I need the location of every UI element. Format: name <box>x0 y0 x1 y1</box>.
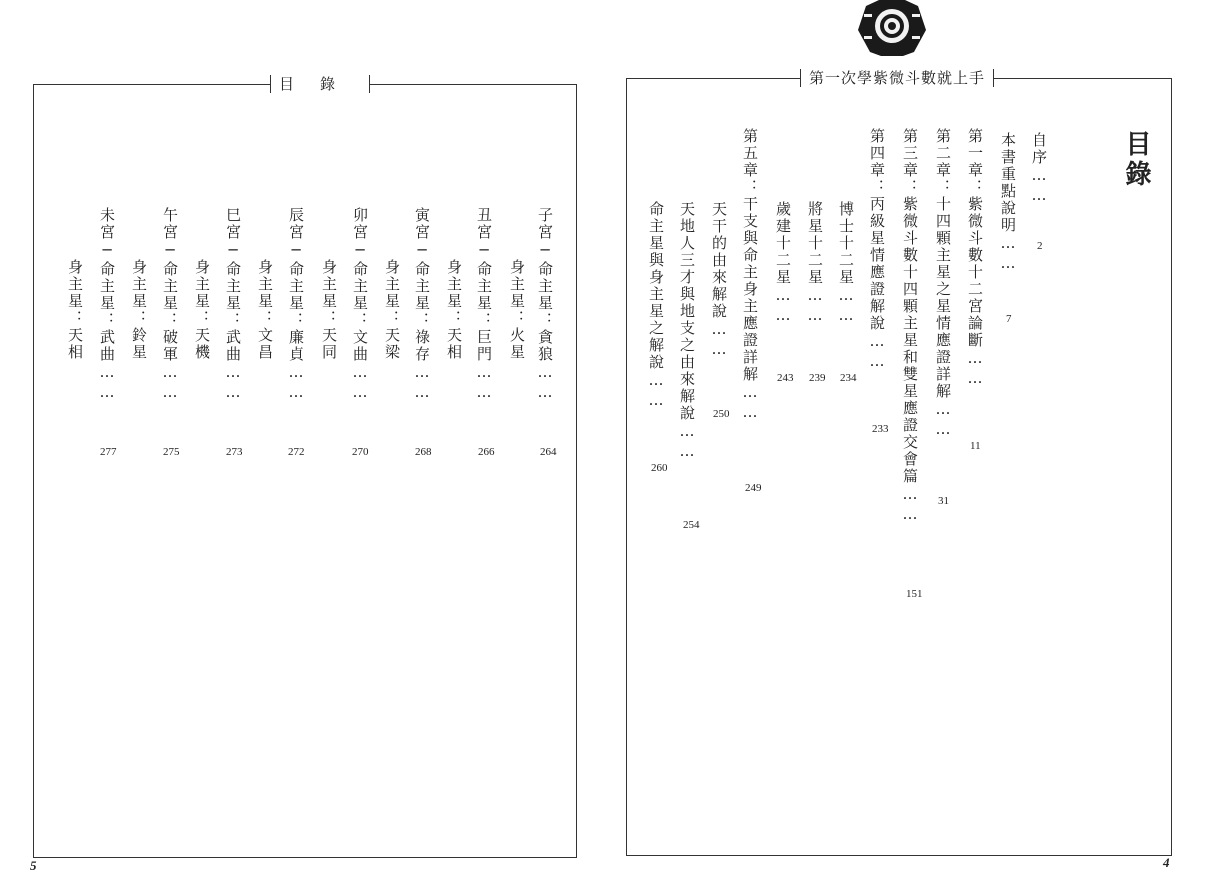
toc-entry: 身主星：文昌 <box>256 259 274 361</box>
toc-page-number: 272 <box>288 446 305 458</box>
toc-page-number: 266 <box>478 446 495 458</box>
left-page-header: 目錄 <box>270 75 370 93</box>
toc-entry: 命主星與身主星之解說…… <box>647 201 665 411</box>
page-title: 目錄 <box>1121 130 1151 190</box>
toc-entry: 博士十二星…… <box>837 201 855 326</box>
toc-page-number: 243 <box>777 372 794 384</box>
toc-page-number: 239 <box>809 372 826 384</box>
toc-entry: 第二章：十四顆主星之星情應證詳解…… <box>934 128 952 440</box>
toc-page-number: 250 <box>713 408 730 420</box>
toc-page-number: 270 <box>352 446 369 458</box>
toc-page-number: 151 <box>906 588 923 600</box>
toc-page-number: 273 <box>226 446 243 458</box>
toc-entry: 子宮─命主星：貪狼…… <box>536 207 554 403</box>
toc-page-number: 233 <box>872 423 889 435</box>
toc-entry: 寅宮─命主星：祿存…… <box>413 207 431 403</box>
toc-entry: 巳宮─命主星：武曲…… <box>224 207 242 403</box>
toc-entry: 午宮─命主星：破軍…… <box>161 207 179 403</box>
toc-page-number: 264 <box>540 446 557 458</box>
toc-page-number: 254 <box>683 519 700 531</box>
toc-page-number: 11 <box>970 440 981 452</box>
toc-entry: 身主星：天相 <box>445 259 463 361</box>
toc-entry: 自序…… <box>1030 132 1048 206</box>
toc-entry: 第一章：紫微斗數十二宮論斷…… <box>966 128 984 389</box>
right-page-frame <box>626 78 1172 856</box>
left-page-frame <box>33 84 577 858</box>
toc-entry: 第三章：紫微斗數十四顆主星和雙星應證交會篇…… <box>901 128 919 525</box>
toc-page-number: 268 <box>415 446 432 458</box>
toc-entry: 天干的由來解說…… <box>710 201 728 360</box>
toc-page-number: 31 <box>938 495 949 507</box>
toc-entry: 未宮─命主星：武曲…… <box>98 207 116 403</box>
toc-entry: 卯宮─命主星：文曲…… <box>351 207 369 403</box>
toc-entry: 身主星：火星 <box>508 259 526 361</box>
page-folio-right: 4 <box>1163 855 1170 870</box>
toc-page-number: 275 <box>163 446 180 458</box>
toc-page-number: 260 <box>651 462 668 474</box>
toc-page-number: 2 <box>1037 240 1043 252</box>
toc-entry: 身主星：天機 <box>193 259 211 361</box>
toc-entry: 本書重點說明…… <box>999 132 1017 274</box>
book-title-header: 第一次學紫微斗數就上手 <box>800 69 994 87</box>
toc-entry: 身主星：天同 <box>320 259 338 361</box>
toc-entry: 丑宮─命主星：巨門…… <box>475 207 493 403</box>
toc-page-number: 7 <box>1006 313 1012 325</box>
toc-entry: 歲建十二星…… <box>774 201 792 326</box>
toc-page-number: 234 <box>840 372 857 384</box>
toc-entry: 第四章：丙級星情應證解說…… <box>868 128 886 372</box>
toc-entry: 天地人三才與地支之由來解說…… <box>678 201 696 462</box>
toc-page-number: 277 <box>100 446 117 458</box>
toc-entry: 將星十二星…… <box>806 201 824 326</box>
page-folio-left: 5 <box>30 858 37 873</box>
toc-entry: 身主星：天相 <box>66 259 84 361</box>
toc-entry: 第五章：干支與命主身主應證詳解…… <box>741 128 759 423</box>
toc-entry: 辰宮─命主星：廉貞…… <box>287 207 305 403</box>
toc-entry: 身主星：天梁 <box>383 259 401 361</box>
toc-page-number: 249 <box>745 482 762 494</box>
toc-entry: 身主星：鈴星 <box>130 259 148 361</box>
emblem-icon <box>858 0 926 56</box>
